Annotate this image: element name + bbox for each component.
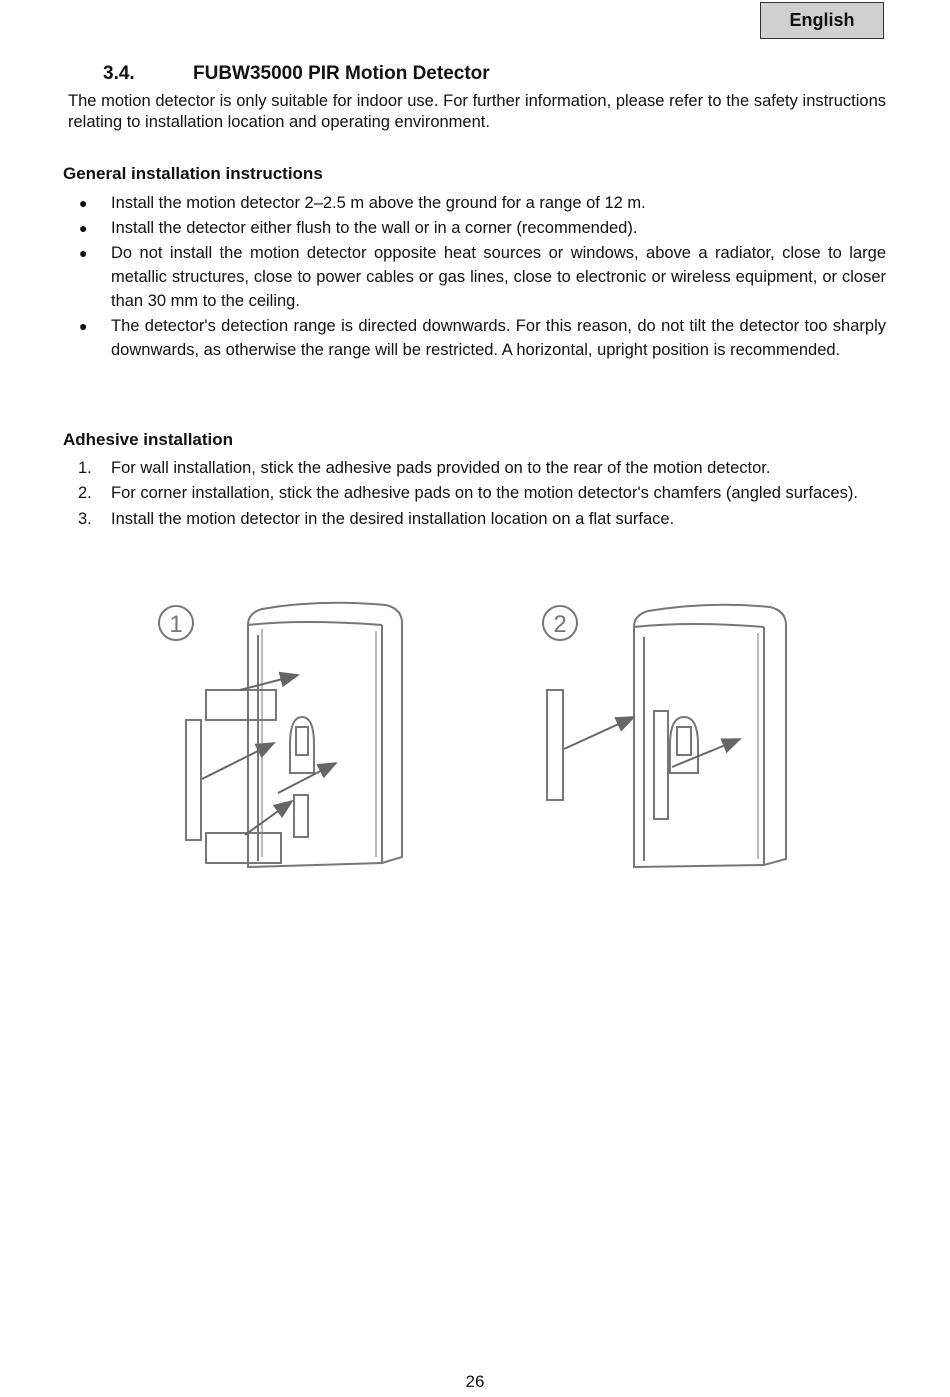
list-item: ● Install the motion detector 2–2.5 m above the ground for a range of 12 m.: [63, 191, 886, 215]
step-2-diagram: [543, 605, 786, 867]
intro-paragraph: The motion detector is only suitable for indoor use. For further information, please refer to the safety instructions relating to installation location and operating environment.: [68, 92, 886, 131]
list-item: 3. Install the motion detector in the desired installation location on a flat surface.: [78, 510, 675, 528]
list-item: ● Do not install the motion detector opposite heat sources or windows, above a radiator, close to large metallic structures, close to power cables or gas lines, close to electronic or wireless equipment, or closer than 30 mm to the ceiling.: [63, 241, 886, 313]
step-2-label: 2: [553, 611, 567, 638]
bullet-icon: ●: [79, 195, 88, 211]
language-tab: English: [760, 2, 884, 39]
list-item: ● Install the detector either flush to the wall or in a corner (recommended).: [63, 216, 886, 240]
section-heading: [103, 63, 490, 85]
page-number: 26: [465, 1372, 485, 1391]
bullet-icon: ●: [79, 318, 88, 334]
list-item: 2. For corner installation, stick the adhesive pads on to the motion detector's chamfers (angled surfaces).: [78, 484, 858, 502]
installation-illustration: [150, 595, 810, 905]
adhesive-installation-heading: Adhesive installation: [63, 430, 234, 449]
adhesive-installation-list: [63, 456, 886, 534]
bullet-icon: ●: [79, 245, 88, 261]
bullet-icon: ●: [79, 220, 88, 236]
section-title: FUBW35000 PIR Motion Detector: [193, 63, 490, 84]
general-instructions-heading: General installation instructions: [63, 164, 323, 183]
general-instructions-list: [63, 191, 886, 363]
step-1-label: 1: [169, 611, 183, 638]
step-1-diagram: [159, 603, 402, 867]
list-item: 1. For wall installation, stick the adhesive pads provided on to the rear of the motion detector.: [78, 459, 771, 477]
section-number: 3.4.: [103, 63, 135, 84]
list-item: ● The detector's detection range is directed downwards. For this reason, do not tilt the detector too sharply downwards, as otherwise the range will be restricted. A horizontal, upright position is recommended.: [63, 314, 886, 362]
